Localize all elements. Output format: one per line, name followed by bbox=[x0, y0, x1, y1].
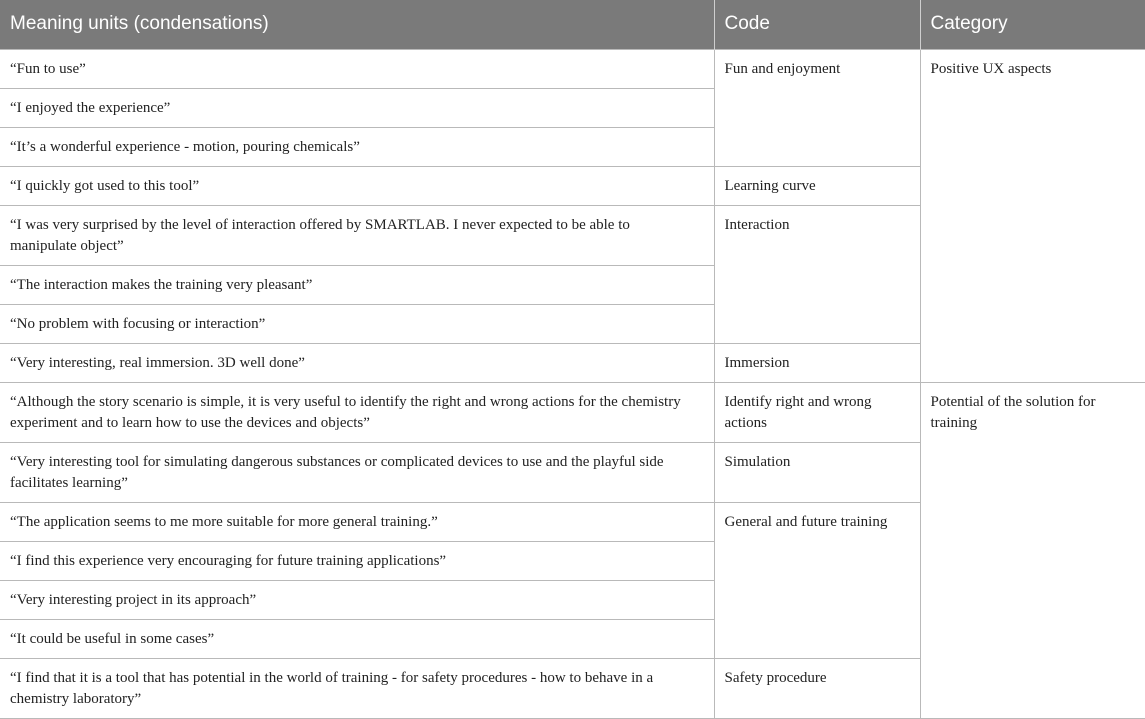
header-code: Code bbox=[714, 0, 920, 49]
meaning-unit-cell: “It’s a wonderful experience - motion, pouring chemicals” bbox=[0, 127, 714, 166]
meaning-unit-cell: “Fun to use” bbox=[0, 49, 714, 88]
code-cell: Interaction bbox=[714, 205, 920, 343]
code-cell: Safety procedure bbox=[714, 658, 920, 718]
code-cell: Fun and enjoyment bbox=[714, 49, 920, 166]
category-cell: Positive UX aspects bbox=[920, 49, 1145, 382]
code-cell: General and future training bbox=[714, 502, 920, 658]
header-meaning-units: Meaning units (condensations) bbox=[0, 0, 714, 49]
meaning-unit-cell: “Although the story scenario is simple, it is very useful to identify the right and wrong actions for the chemistry experiment and to learn how to use the devices and objects” bbox=[0, 382, 714, 442]
meaning-unit-cell: “Very interesting, real immersion. 3D well done” bbox=[0, 343, 714, 382]
code-cell: Identify right and wrong actions bbox=[714, 382, 920, 442]
table-row bbox=[0, 49, 1145, 88]
meaning-unit-cell: “I find this experience very encouraging for future training applications” bbox=[0, 541, 714, 580]
code-cell: Simulation bbox=[714, 442, 920, 502]
table-header bbox=[0, 0, 1145, 49]
table-row bbox=[0, 382, 1145, 442]
meaning-unit-cell: “I enjoyed the experience” bbox=[0, 88, 714, 127]
code-cell: Learning curve bbox=[714, 166, 920, 205]
meaning-unit-cell: “It could be useful in some cases” bbox=[0, 619, 714, 658]
header-category: Category bbox=[920, 0, 1145, 49]
meaning-unit-cell: “Very interesting tool for simulating dangerous substances or complicated devices to use and the playful side facilitates learning” bbox=[0, 442, 714, 502]
code-cell: Immersion bbox=[714, 343, 920, 382]
category-cell: Potential of the solution for training bbox=[920, 382, 1145, 718]
meaning-unit-cell: “The application seems to me more suitable for more general training.” bbox=[0, 502, 714, 541]
meaning-unit-cell: “No problem with focusing or interaction” bbox=[0, 304, 714, 343]
meaning-unit-cell: “Very interesting project in its approach” bbox=[0, 580, 714, 619]
meaning-unit-cell: “The interaction makes the training very pleasant” bbox=[0, 265, 714, 304]
meaning-unit-cell: “I find that it is a tool that has potential in the world of training - for safety procedures - how to behave in a chemistry laboratory” bbox=[0, 658, 714, 718]
meaning-unit-cell: “I was very surprised by the level of interaction offered by SMARTLAB. I never expected to be able to manipulate object” bbox=[0, 205, 714, 265]
meaning-unit-cell: “I quickly got used to this tool” bbox=[0, 166, 714, 205]
